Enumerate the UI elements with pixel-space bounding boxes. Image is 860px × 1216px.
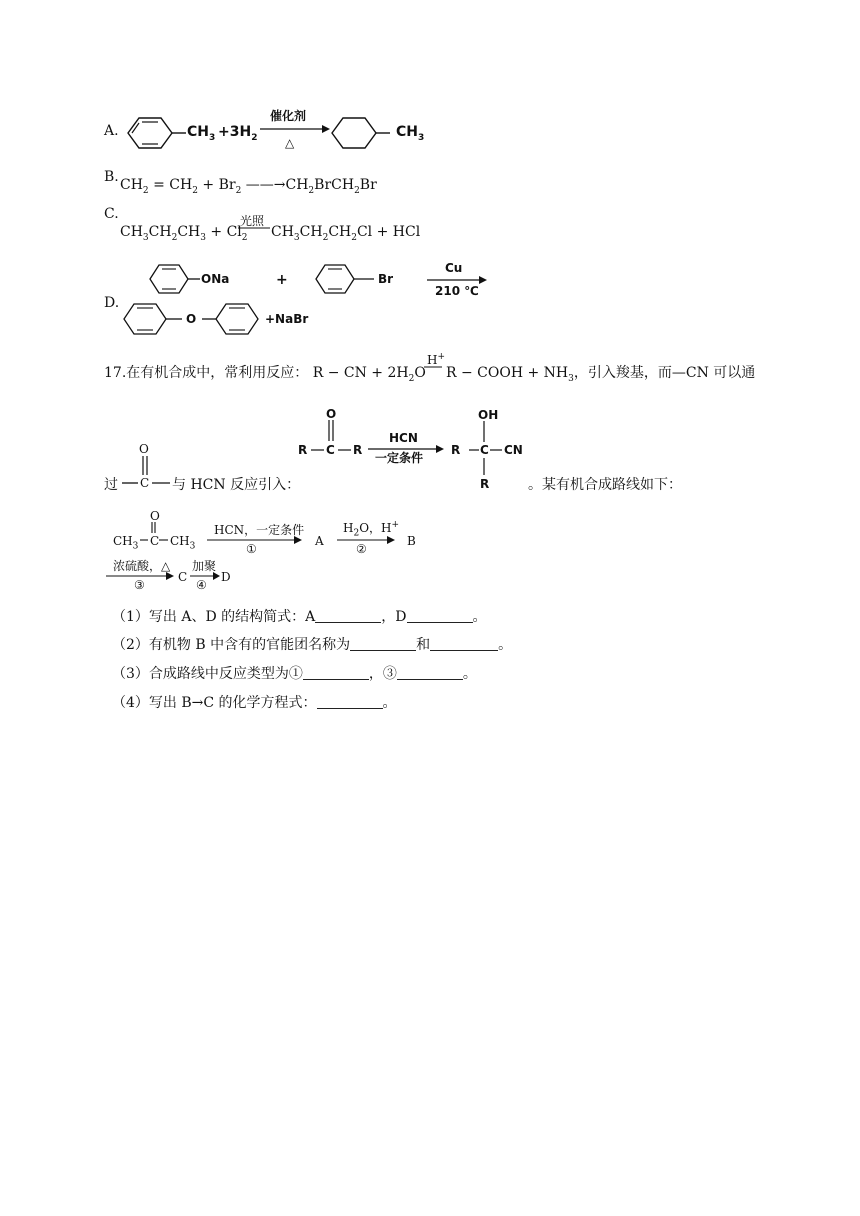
sub-question-3: （3）合成路线中反应类型为① ，③ 。 — [112, 666, 477, 682]
answer-blank-type-3[interactable] — [397, 667, 463, 680]
route-step4-number: ④ — [196, 578, 207, 592]
option-d-nabr: +NaBr — [265, 312, 309, 326]
option-c-rhs: $CH_3CH_2CH_2Cl$ + HCl — [271, 224, 421, 243]
sub-question-2: （2）有机物 B 中含有的官能团名称为 和 。 — [112, 637, 513, 653]
option-d-label: D. — [104, 295, 120, 311]
route-step3-reagent: 浓硫酸，△ — [113, 559, 171, 573]
q17-intro: 17.在有机合成中，常利用反应： R − CN + $2H_2O$ — [104, 365, 426, 384]
option-d-temperature: 210 ℃ — [435, 284, 479, 298]
scheme-product-r-bottom: R — [480, 477, 490, 491]
route-step3-number: ③ — [134, 578, 145, 592]
carbonyl-c: C — [140, 476, 150, 490]
option-d-ona: ONa — [201, 272, 230, 286]
scheme-product-r: R — [451, 443, 461, 457]
route-step1-number: ① — [246, 542, 257, 556]
option-c-line — [238, 227, 272, 231]
answer-blank-group-2[interactable] — [430, 638, 498, 651]
route-a: A — [315, 534, 324, 548]
option-c-label: C. — [104, 206, 119, 222]
option-a-label: A. — [104, 123, 119, 139]
option-a-product-ch3: $CH_3$ — [396, 124, 425, 143]
option-a-toluene-ch3: $CH_3$ — [187, 124, 216, 143]
scheme-hcn: HCN — [389, 431, 418, 445]
route-acetone-o: O — [150, 509, 160, 523]
phenoxide-structure — [120, 262, 210, 296]
option-a-plus-h2: $+3H_2$ — [218, 124, 258, 143]
option-d-cu: Cu — [445, 261, 463, 275]
route-step4-reagent: 加聚 — [192, 559, 217, 573]
q17-line2-end: 。某有机合成路线如下： — [528, 477, 682, 493]
option-b-label: B. — [104, 169, 119, 185]
sub-question-1: （1）写出 A、D 的结构简式：A ，D 。 — [112, 609, 487, 625]
scheme-condition: 一定条件 — [375, 451, 424, 465]
q17-eq-rhs: R − COOH + $NH_3$，引入羧基，而—CN 可以通 — [446, 365, 756, 384]
option-b-equation: $CH_2 = CH_2 + Br_2$ $——\to CH_2BrCH_2Br$ — [120, 177, 377, 196]
scheme-cn: CN — [504, 443, 523, 457]
scheme-c: C — [326, 443, 335, 457]
route-step2-reagent: $H_2O$，H+ — [343, 520, 400, 539]
route-ch3-right: $CH_3$ — [170, 534, 196, 552]
route-c: C — [178, 570, 188, 584]
option-d-plus: + — [276, 272, 288, 288]
option-a-catalyst: 催化剂 — [270, 109, 307, 123]
route-ch3-left: $CH_3$ — [113, 534, 139, 552]
answer-blank-a[interactable] — [315, 610, 381, 623]
option-d-br: Br — [378, 272, 394, 286]
route-step1-reagent: HCN，一定条件 — [214, 523, 305, 537]
option-a-arrow — [260, 124, 330, 134]
option-a-heat: △ — [285, 136, 295, 150]
scheme-r-right: R — [353, 443, 363, 457]
route-d: D — [221, 570, 231, 584]
answer-blank-equation[interactable] — [317, 696, 383, 709]
answer-blank-group-1[interactable] — [350, 638, 416, 651]
scheme-oh: OH — [478, 408, 499, 422]
option-c-condition: 光照 — [240, 214, 265, 228]
q17-eq-line — [424, 366, 444, 370]
option-d-ether-o: O — [186, 312, 197, 326]
answer-blank-d[interactable] — [407, 610, 473, 623]
route-acetone-c: C — [150, 534, 160, 548]
route-b: B — [407, 534, 416, 548]
answer-blank-type-1[interactable] — [303, 667, 369, 680]
sub-question-4: （4）写出 B→C 的化学方程式： 。 — [112, 695, 397, 711]
carbonyl-o: O — [139, 442, 149, 456]
scheme-r-left: R — [298, 443, 308, 457]
option-c-lhs: $CH_3CH_2CH_3 + Cl_2$ — [120, 224, 248, 243]
scheme-o: O — [326, 407, 337, 421]
q17-line2-text: 与 HCN 反应引入： — [172, 477, 301, 493]
q17-eq-condition: H+ — [427, 352, 446, 367]
scheme-product-c: C — [480, 443, 489, 457]
diphenyl-ether-structure — [118, 300, 278, 338]
route-step2-number: ② — [356, 542, 367, 556]
q17-line2-guo: 过 — [104, 477, 118, 493]
